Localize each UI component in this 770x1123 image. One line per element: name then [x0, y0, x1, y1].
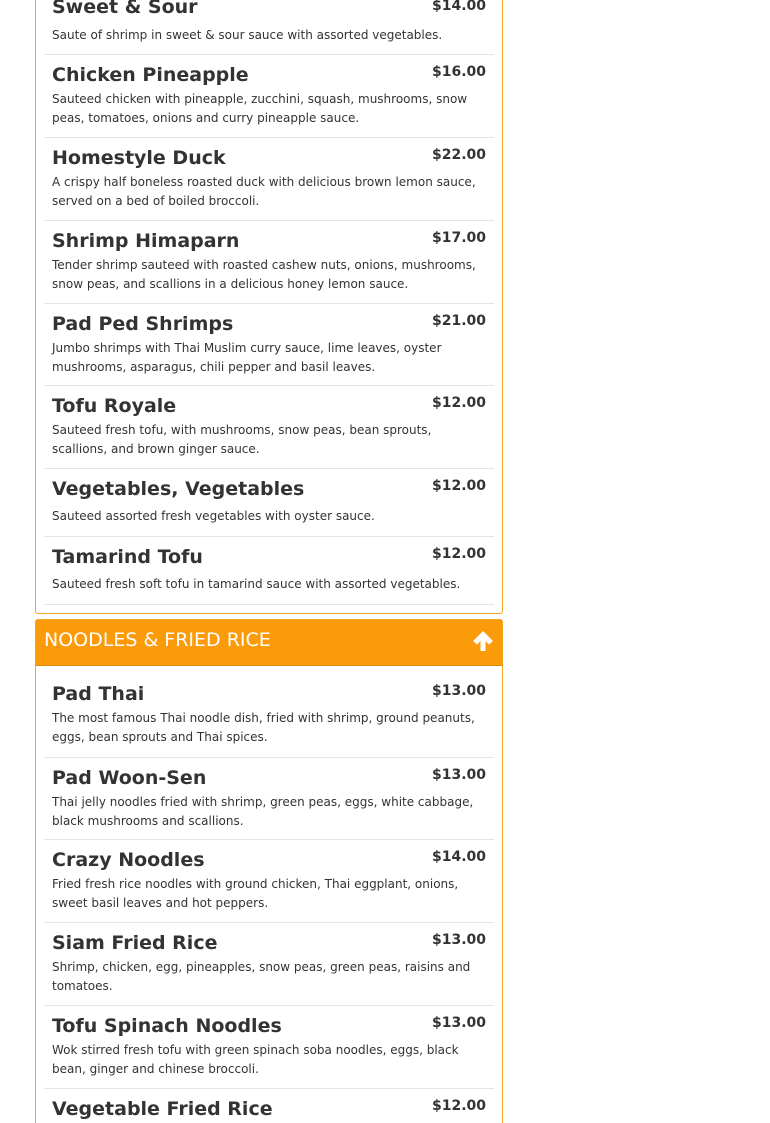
menu-item-description: Tender shrimp sauteed with roasted cashew nuts, onions, mushrooms, snow peas, and scallions in a delicious honey lemon sauce.	[52, 258, 476, 291]
menu-item	[44, 758, 494, 840]
menu-item-description: Sauteed fresh soft tofu in tamarind sauce with assorted vegetables.	[52, 577, 461, 591]
menu-item-name: Vegetable Fried Rice	[52, 1098, 273, 1120]
menu-item-name: Crazy Noodles	[52, 849, 205, 871]
menu-item-description: Saute of shrimp in sweet & sour sauce with assorted vegetables.	[52, 28, 443, 42]
section-header[interactable]	[36, 620, 502, 666]
menu-item-description: Jumbo shrimps with Thai Muslim curry sauce, lime leaves, oyster mushrooms, asparagus, chili pepper and basil leaves.	[52, 341, 442, 374]
menu-item-price: $12.00	[431, 478, 486, 494]
menu-item-price: $12.00	[431, 395, 486, 411]
menu-item-name: Pad Woon-Sen	[52, 767, 207, 789]
menu-item-price: $13.00	[431, 932, 486, 948]
menu-item-list	[36, 0, 502, 605]
menu-item-description: Sauteed fresh tofu, with mushrooms, snow peas, bean sprouts, scallions, and brown ginger sauce.	[52, 423, 432, 456]
menu-item-name: Chicken Pineapple	[52, 64, 249, 86]
menu-item-price: $21.00	[431, 313, 486, 329]
arrow-up-icon[interactable]	[472, 630, 494, 652]
menu-item-description: Sauteed chicken with pineapple, zucchini, squash, mushrooms, snow peas, tomatoes, onions and curry pineapple sauce.	[52, 92, 468, 125]
menu-item	[44, 221, 494, 304]
menu-item-name: Pad Ped Shrimps	[52, 313, 234, 335]
menu-item-price: $17.00	[431, 230, 486, 246]
menu-item-price: $12.00	[431, 1098, 486, 1114]
menu-item-name: Pad Thai	[52, 683, 145, 705]
menu-item	[44, 469, 494, 537]
menu-item-price: $12.00	[431, 546, 486, 562]
menu-item	[44, 666, 494, 758]
menu-item-description: Wok stirred fresh tofu with green spinach soba noodles, eggs, black bean, ginger and chinese broccoli.	[52, 1043, 459, 1076]
menu-item-price: $13.00	[431, 1015, 486, 1031]
menu-item	[44, 138, 494, 221]
menu-item	[44, 1089, 494, 1123]
menu-section-panel	[35, 0, 503, 614]
menu-item-price: $13.00	[431, 767, 486, 783]
menu-item-name: Tofu Royale	[52, 395, 177, 417]
menu-item-description: The most famous Thai noodle dish, fried with shrimp, ground peanuts, eggs, bean sprouts and Thai spices.	[52, 711, 475, 744]
menu-item-name: Homestyle Duck	[52, 147, 226, 169]
menu-section-panel-noodles	[35, 619, 503, 1123]
menu-item-name: Tofu Spinach Noodles	[52, 1015, 282, 1037]
menu-item	[44, 537, 494, 605]
menu-item-description: Sauteed assorted fresh vegetables with oyster sauce.	[52, 509, 375, 523]
menu-item-name: Siam Fried Rice	[52, 932, 218, 954]
menu-item-name: Shrimp Himaparn	[52, 230, 240, 252]
menu-item-name: Tamarind Tofu	[52, 546, 203, 568]
menu-item-description: Fried fresh rice noodles with ground chicken, Thai eggplant, onions, sweet basil leaves and hot peppers.	[52, 877, 459, 910]
menu-item-price: $22.00	[431, 147, 486, 163]
menu-item	[44, 0, 494, 55]
menu-item-price: $14.00	[431, 849, 486, 865]
menu-item-price: $16.00	[431, 64, 486, 80]
menu-item	[44, 55, 494, 138]
menu-item	[44, 386, 494, 469]
menu-item-price: $13.00	[431, 683, 486, 699]
section-title: NOODLES & FRIED RICE	[44, 629, 271, 651]
menu-item-price: $14.00	[431, 0, 486, 14]
menu-item	[44, 840, 494, 923]
menu-item-description: Thai jelly noodles fried with shrimp, green peas, eggs, white cabbage, black mushrooms and scallions.	[52, 795, 474, 828]
menu-item	[44, 923, 494, 1006]
menu-item-description: A crispy half boneless roasted duck with delicious brown lemon sauce, served on a bed of boiled broccoli.	[52, 175, 476, 208]
menu-item	[44, 304, 494, 386]
menu-item-name: Sweet & Sour	[52, 0, 198, 18]
menu-item-description: Shrimp, chicken, egg, pineapples, snow peas, green peas, raisins and tomatoes.	[52, 960, 471, 993]
menu-item-list	[36, 666, 502, 1123]
menu-item-name: Vegetables, Vegetables	[52, 478, 305, 500]
menu-item	[44, 1006, 494, 1089]
